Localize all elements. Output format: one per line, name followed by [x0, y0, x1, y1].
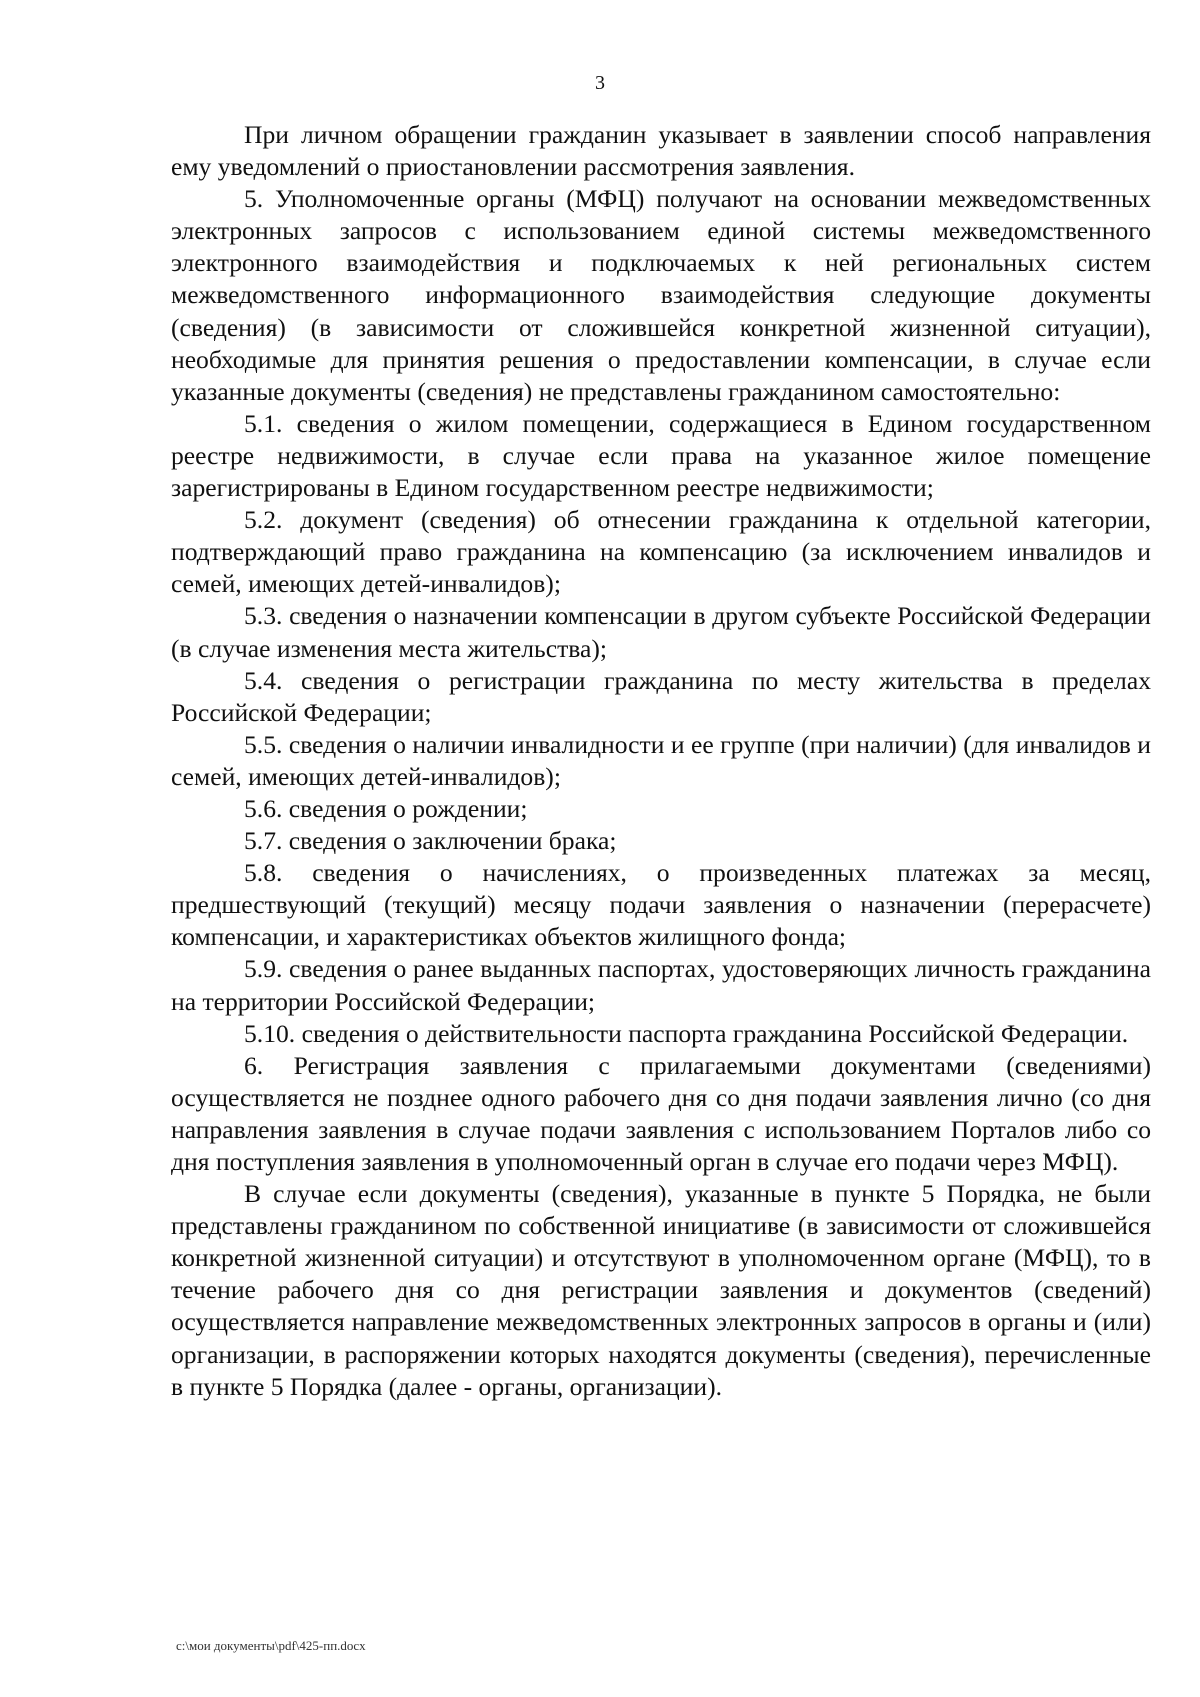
- paragraph-item-5-7: 5.7. сведения о заключении брака;: [244, 826, 617, 856]
- paragraph-item-5-6: 5.6. сведения о рождении;: [244, 793, 528, 823]
- document-body: [171, 119, 1151, 1403]
- paragraph-item-5-3: 5.3. сведения о назначении компенсации в другом субъекте Российской Федерации (в случае изменения места жительства);: [171, 601, 1151, 663]
- paragraph-item-5: 5. Уполномоченные органы (МФЦ) получают на основании межведомственных электронных запросов с использованием единой системы межведомственного электронного взаимодействия и подключаемых к ней региональных систем межведомственного информационного взаимодействия следующие документы (сведения) (в зависимости от сложившейся конкретной жизненной ситуации), необходимые для принятия решения о предоставлении компенсации, в случае если указанные документы (сведения) не представлены гражданином самостоятельно:: [171, 184, 1151, 406]
- paragraph-notification-method: При личном обращении гражданин указывает в заявлении способ направления ему уведомлений о приостановлении рассмотрения заявления.: [171, 120, 1151, 182]
- paragraph-item-5-9: 5.9. сведения о ранее выданных паспортах, удостоверяющих личность гражданина на территории Российской Федерации;: [171, 954, 1151, 1016]
- paragraph-item-5-4: 5.4. сведения о регистрации гражданина по месту жительства в пределах Российской Федерации;: [171, 665, 1151, 727]
- footer-file-path: c:\мои документы\pdf\425-пп.docx: [176, 1638, 366, 1653]
- paragraph-item-5-8: 5.8. сведения о начислениях, о произведенных платежах за месяц, предшествующий (текущий) месяцу подачи заявления о назначении (перерасчете) компенсации, и характеристиках объектов жилищного фонда;: [171, 858, 1151, 952]
- paragraph-item-5-5: 5.5. сведения о наличии инвалидности и ее группе (при наличии) (для инвалидов и семей, имеющих детей-инвалидов);: [171, 729, 1151, 791]
- page-number: 3: [595, 72, 605, 94]
- paragraph-interagency-requests: В случае если документы (сведения), указанные в пункте 5 Порядка, не были представлены гражданином по собственной инициативе (в зависимости от сложившейся конкретной жизненной ситуации) и отсутствуют в уполномоченном органе (МФЦ), то в течение рабочего дня со дня регистрации заявления и документов (сведений) осуществляется направление межведомственных электронных запросов в органы и (или) организации, в распоряжении которых находятся документы (сведения), перечисленные в пункте 5 Порядка (далее - органы, организации).: [171, 1179, 1151, 1401]
- paragraph-item-5-2: 5.2. документ (сведения) об отнесении гражданина к отдельной категории, подтверждающий право гражданина на компенсацию (за исключением инвалидов и семей, имеющих детей-инвалидов);: [171, 505, 1151, 599]
- paragraph-item-6: 6. Регистрация заявления с прилагаемыми документами (сведениями) осуществляется не позднее одного рабочего дня со дня подачи заявления лично (со дня направления заявления в случае подачи заявления с использованием Порталов либо со дня поступления заявления в уполномоченный орган в случае его подачи через МФЦ).: [171, 1050, 1151, 1176]
- paragraph-item-5-10: 5.10. сведения о действительности паспорта гражданина Российской Федерации.: [244, 1018, 1129, 1048]
- paragraph-item-5-1: 5.1. сведения о жилом помещении, содержащиеся в Едином государственном реестре недвижимости, в случае если права на указанное жилое помещение зарегистрированы в Едином государственном реестре недвижимости;: [171, 408, 1151, 503]
